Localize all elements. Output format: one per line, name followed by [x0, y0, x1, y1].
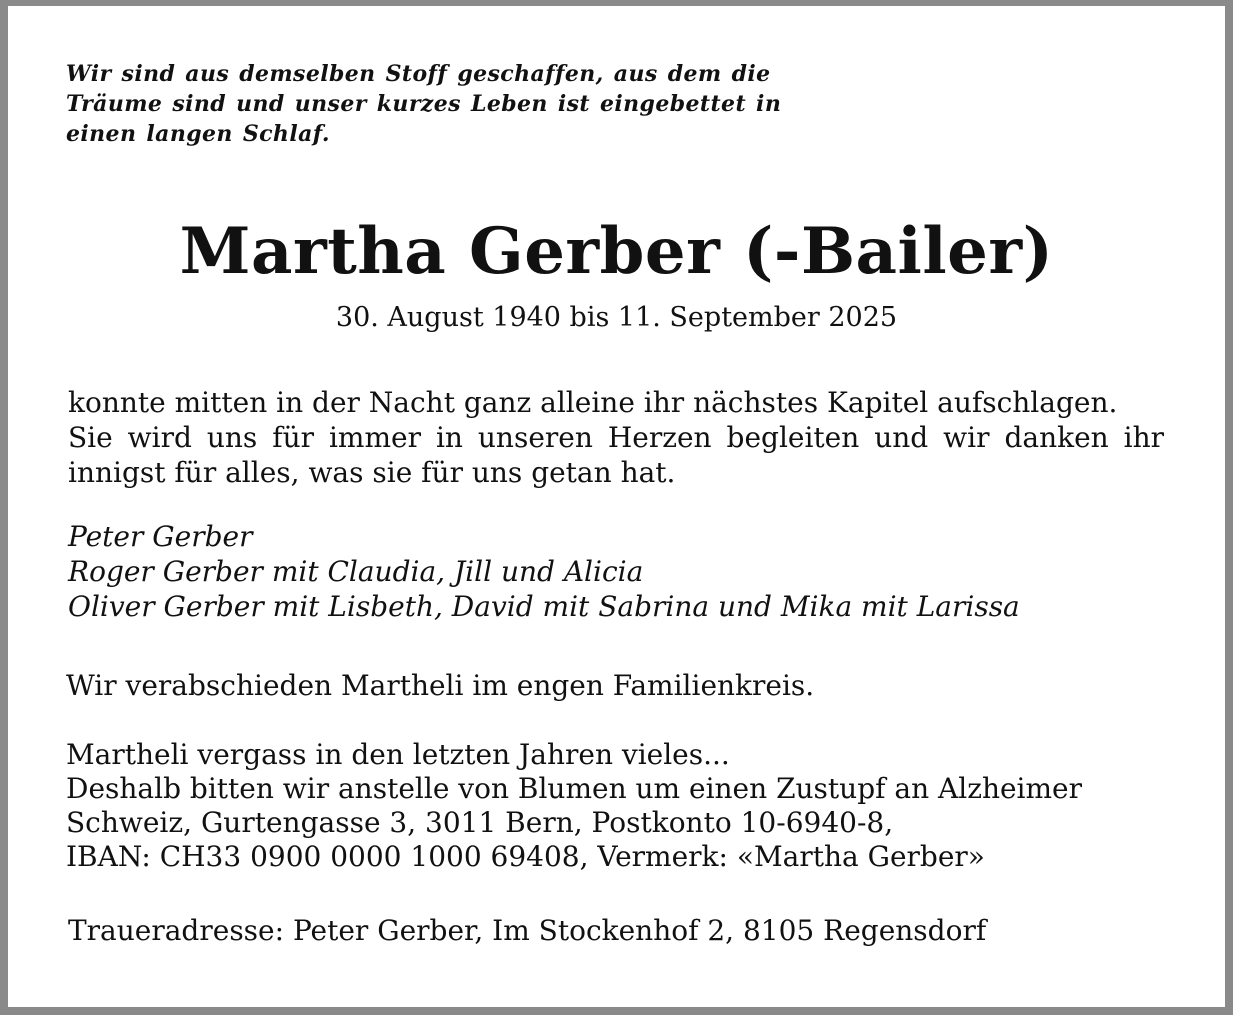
mourner-entry: Oliver Gerber mit Lisbeth, David mit Sabrina und Mika mit Larissa	[68, 590, 1020, 623]
announcement-text	[68, 385, 1164, 490]
motto-line: einen langen Schlaf.	[66, 121, 330, 147]
mourning-address: Traueradresse: Peter Gerber, Im Stockenhof 2, 8105 Regensdorf	[68, 914, 987, 947]
motto-line: Wir sind aus demselben Stoff geschaffen, aus dem die	[66, 61, 771, 87]
announcement-line: innigst für alles, was sie für uns getan hat.	[68, 456, 676, 489]
announcement-line: konnte mitten in der Nacht ganz alleine ihr nächstes Kapitel aufschlagen.	[68, 386, 1118, 419]
donation-line: Schweiz, Gurtengasse 3, 3011 Bern, Postkonto 10-6940-8,	[66, 806, 894, 839]
mourners-list	[68, 519, 1020, 624]
donation-request	[66, 738, 1082, 874]
motto-line: Träume sind und unser kurzes Leben ist eingebettet in	[66, 91, 782, 117]
life-dates: 30. August 1940 bis 11. September 2025	[335, 302, 898, 333]
deceased-name: Martha Gerber (-Bailer)	[179, 214, 1054, 289]
mourner-entry: Roger Gerber mit Claudia, Jill und Alicia	[68, 555, 644, 588]
donation-line: Martheli vergass in den letzten Jahren vieles...	[66, 738, 730, 771]
mourner-entry: Peter Gerber	[68, 520, 253, 553]
farewell-note: Wir verabschieden Martheli im engen Familienkreis.	[66, 669, 815, 702]
donation-line: IBAN: CH33 0900 0000 1000 69408, Vermerk: «Martha Gerber»	[66, 840, 985, 873]
donation-line: Deshalb bitten wir anstelle von Blumen um einen Zustupf an Alzheimer	[66, 772, 1083, 805]
announcement-line: Sie wird uns für immer in unseren Herzen begleiten und wir danken ihr	[68, 421, 1164, 454]
motto-quote	[66, 59, 781, 149]
